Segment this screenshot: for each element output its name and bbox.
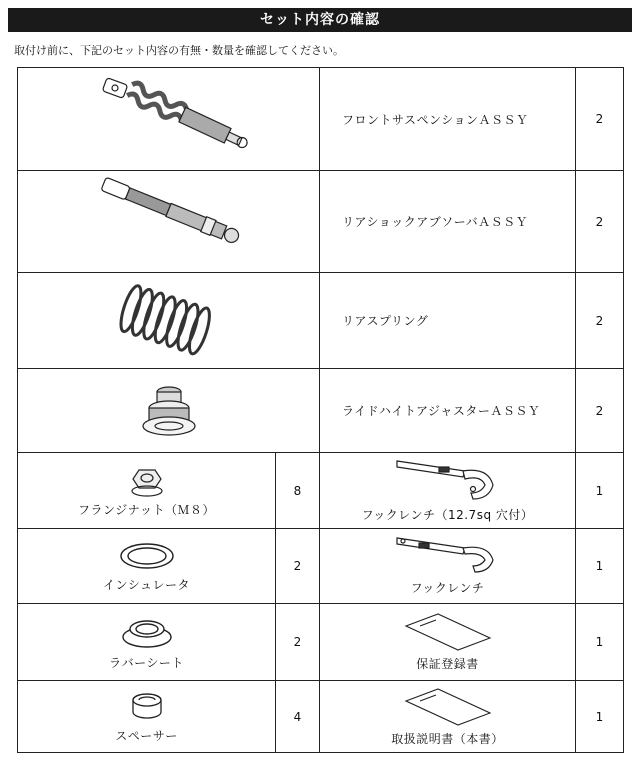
parts-table — [17, 67, 624, 753]
part-name: ライドハイトアジャスターＡＳＳＹ — [320, 369, 576, 453]
part-cell — [320, 681, 576, 753]
part-name: リアショックアブソーバＡＳＳＹ — [320, 171, 576, 273]
intro-text: 取付け前に、下記のセット内容の有無・数量を確認してください。 — [14, 44, 344, 57]
part-name: ラバーシート — [109, 656, 184, 670]
part-name: スペーサー — [115, 728, 178, 743]
rear-shock-absorber-assy-icon — [84, 174, 254, 270]
flange-nut-icon — [130, 464, 164, 498]
part-quantity: 2 — [576, 68, 624, 171]
part-quantity: 2 — [576, 273, 624, 369]
part-name: フックレンチ（12.7sq 穴付） — [361, 507, 534, 522]
part-quantity: 4 — [276, 681, 320, 753]
part-cell — [320, 453, 576, 529]
part-name: インシュレータ — [103, 578, 190, 592]
part-cell — [18, 681, 276, 753]
table-row — [18, 68, 624, 171]
table-row — [18, 529, 624, 604]
part-image — [18, 273, 320, 369]
table-row — [18, 171, 624, 273]
table-row — [18, 369, 624, 453]
part-quantity: 1 — [576, 604, 624, 681]
part-image — [18, 68, 320, 171]
part-quantity: 1 — [576, 529, 624, 604]
part-cell — [320, 529, 576, 604]
part-name: フックレンチ — [410, 581, 485, 595]
ride-height-adjuster-assy-icon — [134, 378, 204, 444]
insulator-icon — [117, 539, 177, 573]
part-quantity: 2 — [576, 369, 624, 453]
part-name: リアスプリング — [320, 273, 576, 369]
table-row — [18, 681, 624, 753]
table-row — [18, 604, 624, 681]
warranty-card-icon — [398, 612, 498, 652]
instruction-manual-icon — [398, 687, 498, 727]
part-name: フランジナット（Ｍ８） — [78, 502, 215, 517]
part-cell — [18, 529, 276, 604]
part-cell — [320, 604, 576, 681]
part-quantity: 2 — [576, 171, 624, 273]
rear-spring-icon — [109, 281, 229, 361]
part-image — [18, 171, 320, 273]
part-quantity: 8 — [276, 453, 320, 529]
page-title: セット内容の確認 — [8, 8, 632, 32]
part-name: フロントサスペンションＡＳＳＹ — [320, 68, 576, 171]
part-image — [18, 369, 320, 453]
part-quantity: 1 — [576, 681, 624, 753]
part-cell — [18, 453, 276, 529]
table-row — [18, 273, 624, 369]
part-cell — [18, 604, 276, 681]
part-name: 取扱説明書（本書） — [391, 731, 504, 746]
table-row — [18, 453, 624, 529]
hook-wrench-pin-icon — [393, 459, 503, 503]
part-quantity: 2 — [276, 529, 320, 604]
front-suspension-assy-icon — [84, 71, 254, 167]
part-quantity: 1 — [576, 453, 624, 529]
spacer-icon — [127, 690, 167, 724]
part-name: 保証登録書 — [416, 657, 479, 671]
rubber-seat-icon — [119, 613, 175, 651]
part-quantity: 2 — [276, 604, 320, 681]
hook-wrench-icon — [393, 536, 503, 576]
